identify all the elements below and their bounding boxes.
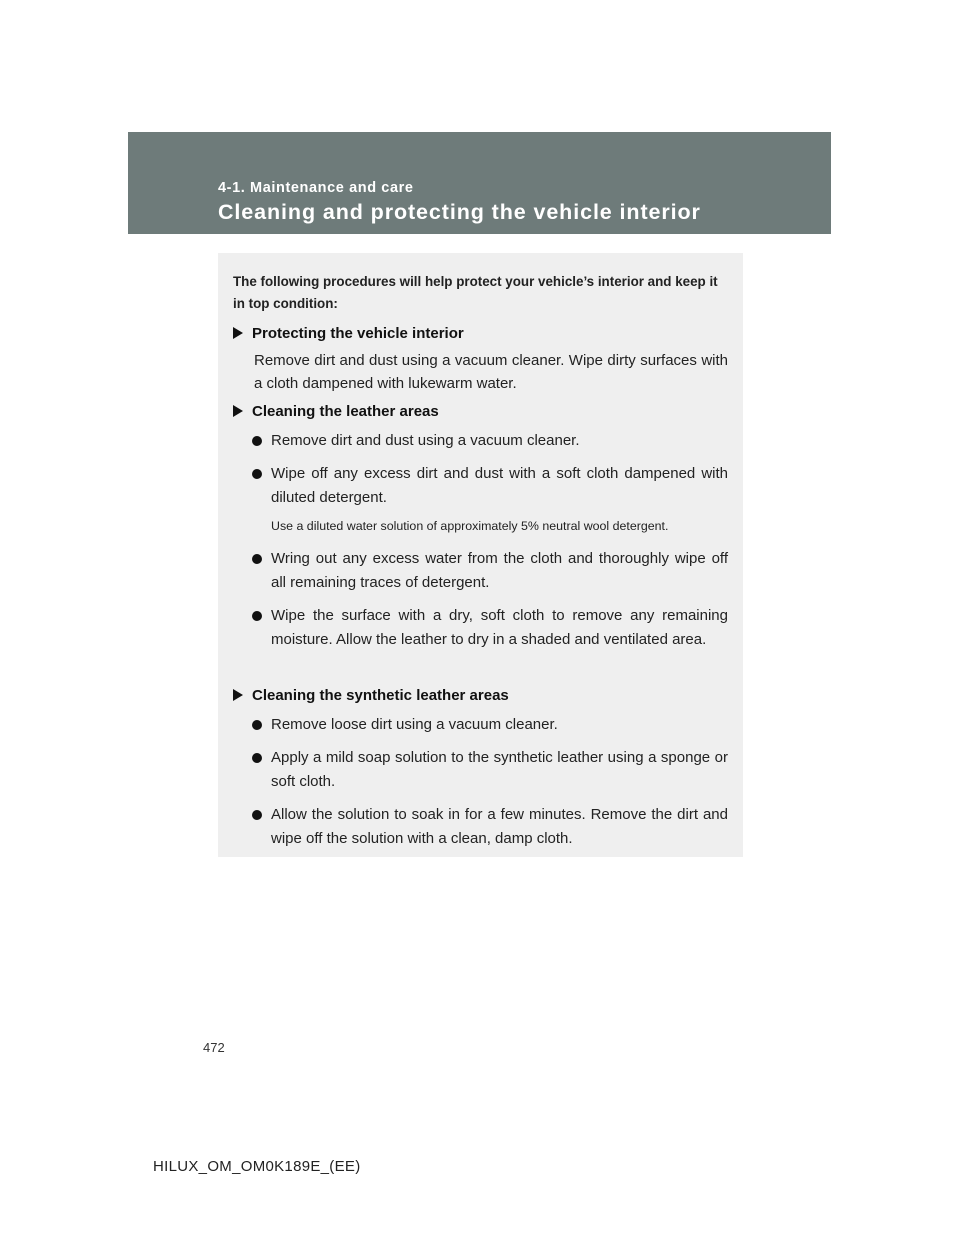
section-leather-areas bbox=[233, 402, 728, 652]
section-label: 4-1. Maintenance and care bbox=[218, 180, 414, 196]
list-item: Wipe the surface with a dry, soft cloth to remove any remaining moisture. Allow the leather to dry in a shaded and ventilated area. bbox=[252, 604, 728, 652]
bullet-dot-icon bbox=[252, 469, 262, 479]
section-heading: Protecting the vehicle interior bbox=[233, 324, 728, 344]
list-item: Wring out any excess water from the cloth and thoroughly wipe off all remaining traces of detergent. bbox=[252, 547, 728, 595]
page-title: Cleaning and protecting the vehicle interior bbox=[218, 200, 701, 224]
bullet-dot-icon bbox=[252, 554, 262, 564]
content-box bbox=[218, 253, 743, 857]
section-text: Remove dirt and dust using a vacuum cleaner. Wipe dirty surfaces with a cloth dampened with lukewarm water. bbox=[254, 352, 728, 392]
page-number: 472 bbox=[203, 1040, 225, 1055]
list-item: Allow the solution to soak in for a few minutes. Remove the dirt and wipe off the solution with a clean, damp cloth. bbox=[252, 803, 728, 851]
bullet-dot-icon bbox=[252, 810, 262, 820]
section-protecting-interior bbox=[233, 324, 728, 395]
bullet-dot-icon bbox=[252, 611, 262, 621]
list-item: Apply a mild soap solution to the synthetic leather using a sponge or soft cloth. bbox=[252, 746, 728, 794]
intro-text: The following procedures will help protect your vehicle’s interior and keep it in top condition: bbox=[233, 274, 718, 311]
section-synthetic-leather bbox=[233, 686, 728, 851]
bullet-dot-icon bbox=[252, 753, 262, 763]
document-code: HILUX_OM_OM0K189E_(EE) bbox=[153, 1158, 361, 1175]
triangle-bullet-icon bbox=[233, 689, 243, 701]
bullet-dot-icon bbox=[252, 720, 262, 730]
list-item: Remove loose dirt using a vacuum cleaner. bbox=[252, 713, 728, 737]
header-band bbox=[128, 132, 831, 234]
bullet-dot-icon bbox=[252, 436, 262, 446]
section-heading: Cleaning the leather areas bbox=[233, 402, 728, 422]
note-text: Use a diluted water solution of approximately 5% neutral wool detergent. bbox=[271, 519, 669, 533]
triangle-bullet-icon bbox=[233, 405, 243, 417]
triangle-bullet-icon bbox=[233, 327, 243, 339]
list-item: Wipe off any excess dirt and dust with a soft cloth dampened with diluted detergent. bbox=[252, 462, 728, 510]
list-item: Remove dirt and dust using a vacuum cleaner. bbox=[252, 429, 728, 453]
section-heading: Cleaning the synthetic leather areas bbox=[233, 686, 728, 706]
